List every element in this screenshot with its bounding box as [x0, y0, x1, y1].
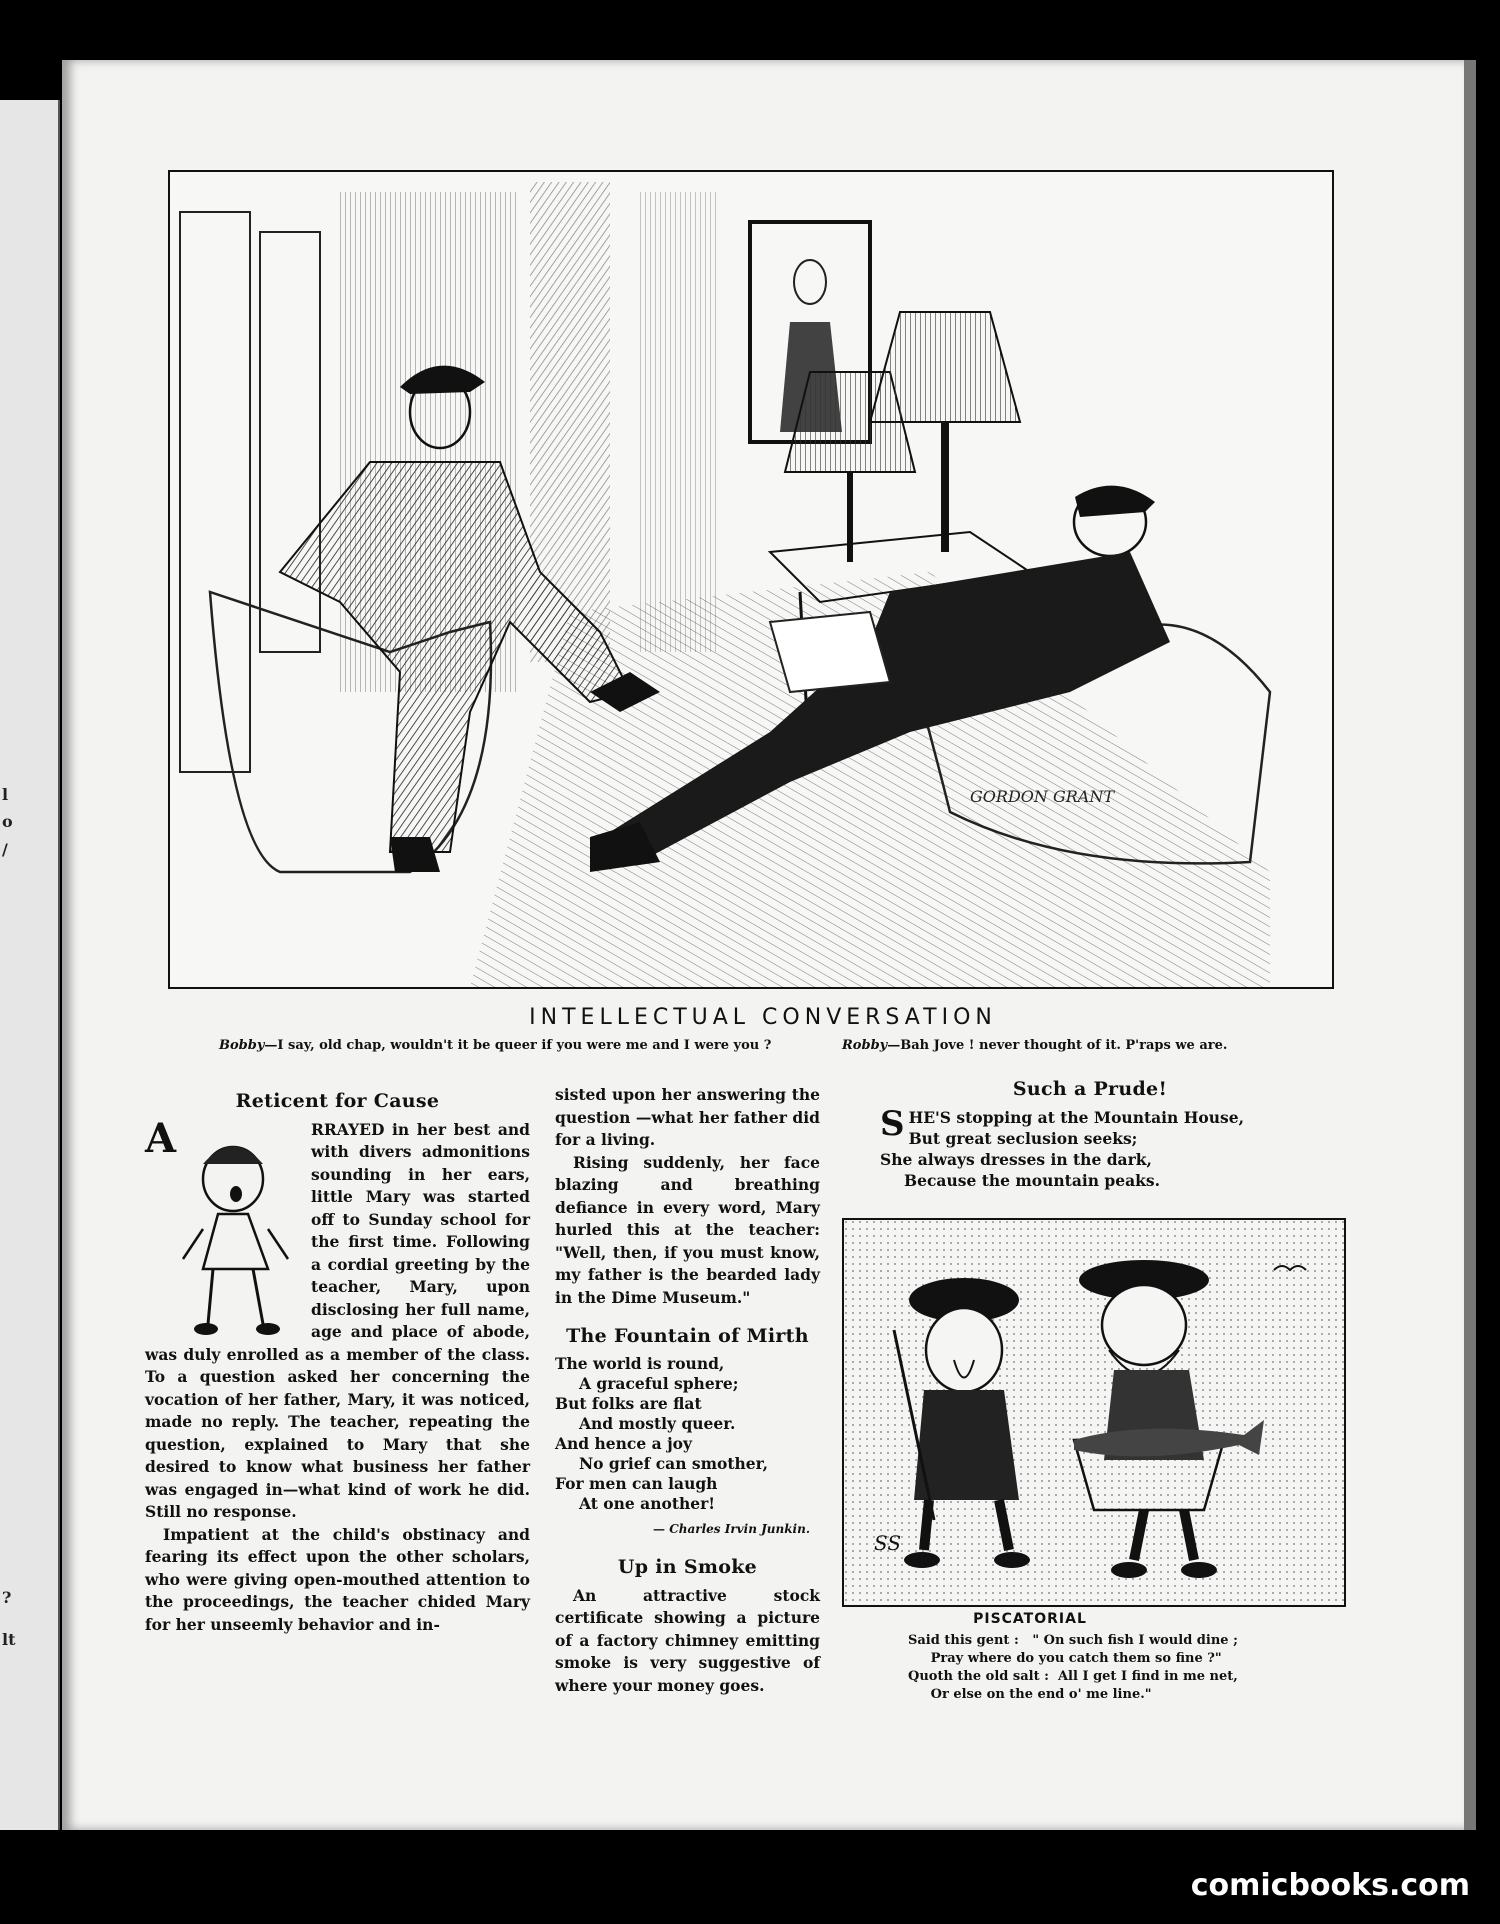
poem-prude [880, 1103, 1300, 1191]
poem-line: And hence a joy [555, 1433, 693, 1453]
poem-line: No grief can smother, [579, 1453, 769, 1473]
illustration-signature: GORDON GRANT [970, 787, 1115, 806]
caption-left-speaker: Bobby [219, 1038, 265, 1053]
verse-line: Or else on the end o' me line." [908, 1687, 1152, 1702]
left-page-edge [0, 100, 60, 1830]
left-page-fragment: lt [2, 1630, 16, 1649]
drawing-room-sketch [170, 172, 1332, 987]
dropcap-a: A [145, 1114, 177, 1162]
page-binding-edge [1464, 60, 1476, 1830]
article-reticent-p3: sisted upon her answering the question —what her father did for a living. [555, 1085, 820, 1149]
caption-left-text: —I say, old chap, wouldn't it be queer if you were me and I were you ? [264, 1038, 772, 1053]
piscatorial-illustration [842, 1218, 1346, 1607]
dropcap-s: S [880, 1103, 905, 1144]
poem-line: At one another! [579, 1493, 716, 1513]
article-title-smoke: Up in Smoke [617, 1556, 758, 1578]
left-page-fragment: l [2, 785, 9, 804]
verse-line: Pray where do you catch them so fine ?" [908, 1651, 1222, 1666]
poem-title-prude: Such a Prude! [1012, 1078, 1168, 1100]
column-reticent [145, 1090, 530, 1636]
caption-right-speaker: Robby [842, 1038, 888, 1053]
poem-line: She always dresses in the dark, [880, 1149, 1152, 1169]
poem-line: Because the mountain peaks. [904, 1170, 1161, 1190]
article-reticent-p1: RRAYED in her best and with divers admonitions sounding in her ears, little Mary was started off to Sunday school for the first time. Following a cordial greeting by the teacher, Mary, upon disclosing her full name, age and place of abode, was duly enrolled as a member of the class. To a question asked her concerning the vocation of her father, Mary, it was noticed, made no reply. The teacher, repeating the question, explained to Mary that she desired to know what business her father was engaged in—what kind of work he did. Still no response. [145, 1119, 530, 1521]
poem-line: For men can laugh [555, 1473, 718, 1493]
column-middle [555, 1084, 820, 1697]
article-title-reticent: Reticent for Cause [235, 1090, 440, 1112]
poem-attribution: — Charles Irvin Junkin. [653, 1521, 810, 1536]
magazine-page [62, 60, 1464, 1830]
illustration-title: INTELLECTUAL CONVERSATION [529, 1005, 997, 1030]
fish-illustration-signature: SS [874, 1531, 902, 1555]
poem-line: HE'S stopping at the Mountain House, [908, 1107, 1244, 1127]
poem-line: But folks are flat [555, 1393, 702, 1413]
caption-left [219, 1038, 771, 1053]
caption-right [842, 1038, 1227, 1053]
poem-line: But great seclusion seeks; [908, 1128, 1138, 1148]
poem-line: And mostly queer. [579, 1413, 736, 1433]
article-reticent-p4: Rising suddenly, her face blazing and breathing defiance in every word, Mary hurled this at the teacher: "Well, then, if you must know, my father is the bearded lady in the Dime Museum." [555, 1152, 820, 1307]
piscatorial-verse [908, 1632, 1238, 1704]
poem-fountain [555, 1354, 820, 1514]
left-page-fragment: o [2, 812, 13, 831]
piscatorial-title: PISCATORIAL [973, 1611, 1087, 1627]
poem-title-fountain: The Fountain of Mirth [566, 1325, 809, 1347]
site-watermark: comicbooks.com [1190, 1868, 1470, 1903]
fishermen-sketch [844, 1220, 1344, 1605]
crying-girl-drawing [178, 1119, 303, 1344]
poem-line: A graceful sphere; [579, 1373, 739, 1393]
article-smoke-text: An attractive stock certificate showing a picture of a factory chimney emitting smoke is very suggestive of where your money goes. [555, 1585, 820, 1695]
intellectual-conversation-illustration [168, 170, 1334, 989]
verse-line: Quoth the old salt : All I get I find in me net, [908, 1669, 1238, 1684]
article-reticent-p2: Impatient at the child's obstinacy and fearing its effect upon the other scholars, who were giving open-mouthed attention to the proceedings, the teacher chided Mary for her unseemly behavior and in- [145, 1524, 530, 1634]
poem-line: The world is round, [555, 1353, 725, 1373]
verse-line: Said this gent : " On such fish I would dine ; [908, 1633, 1238, 1648]
left-page-fragment: ? [2, 1588, 12, 1607]
left-page-fragment: / [2, 840, 8, 859]
caption-right-text: —Bah Jove ! never thought of it. P'raps we are. [887, 1038, 1228, 1053]
column-prude [880, 1078, 1300, 1191]
